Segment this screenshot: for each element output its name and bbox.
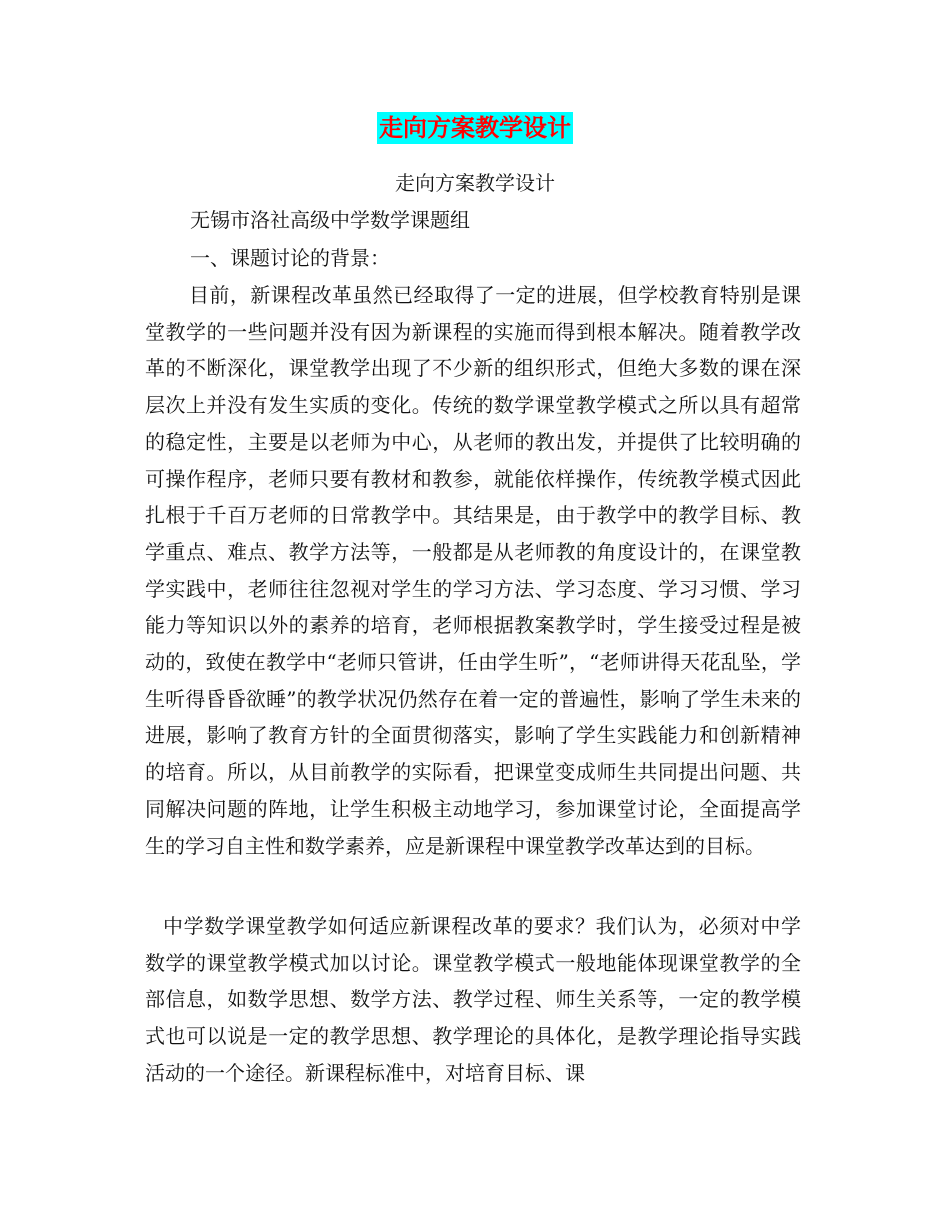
body-paragraph: 目前，新课程改革虽然已经取得了一定的进展，但学校教育特别是课堂教学的一些问题并没有因为新课程的实施而得到根本解决。随着教学改革的不断深化，课堂教学出现了不少新的组织形式，但绝大多数的课在深层次上并没有发生实质的变化。传统的数学课堂教学模式之所以具有超常的稳定性，主要是以老师为中心，从老师的教出发，并提供了比较明确的可操作程序，老师只要有教材和教参，就能依样操作，传统教学模式因此扎根于千百万老师的日常教学中。其结果是，由于教学中的教学目标、教学重点、难点、教学方法等，一般都是从老师教的角度设计的，在课堂教学实践中，老师往往忽视对学生的学习方法、学习态度、学习习惯、学习能力等知识以外的素养的培育，老师根据教案教学时，学生接受过程是被动的，致使在教学中“老师只管讲，任由学生听”，“老师讲得天花乱坠，学生听得昏昏欲睡”的教学状况仍然存在着一定的普遍性，影响了学生未来的进展，影响了教育方针的全面贯彻落实，影响了学生实践能力和创新精神的培育。所以，从目前教学的实际看，把课堂变成师生共同提出问题、共同解决问题的阵地，让学生积极主动地学习，参加课堂讨论，全面提高学生的学习自主性和数学素养，应是新课程中课堂教学改革达到的目标。 — [145, 283, 801, 858]
document-subtitle: 走向方案教学设计 — [395, 171, 555, 195]
title-container — [0, 112, 950, 144]
document-title: 走向方案教学设计 — [379, 114, 571, 142]
author-line: 无锡市洛社高级中学数学课题组 — [190, 208, 470, 232]
body-paragraph: 中学数学课堂教学如何适应新课程改革的要求？我们认为，必须对中学数学的课堂教学模式加以讨论。课堂教学模式一般地能体现课堂教学的全部信息，如数学思想、数学方法、教学过程、师生关系等，一定的教学模式也可以说是一定的教学思想、教学理论的具体化，是教学理论指导实践活动的一个途径。新课程标准中，对培育目标、课 — [145, 914, 801, 1085]
section-heading: 一、课题讨论的背景： — [190, 246, 390, 270]
